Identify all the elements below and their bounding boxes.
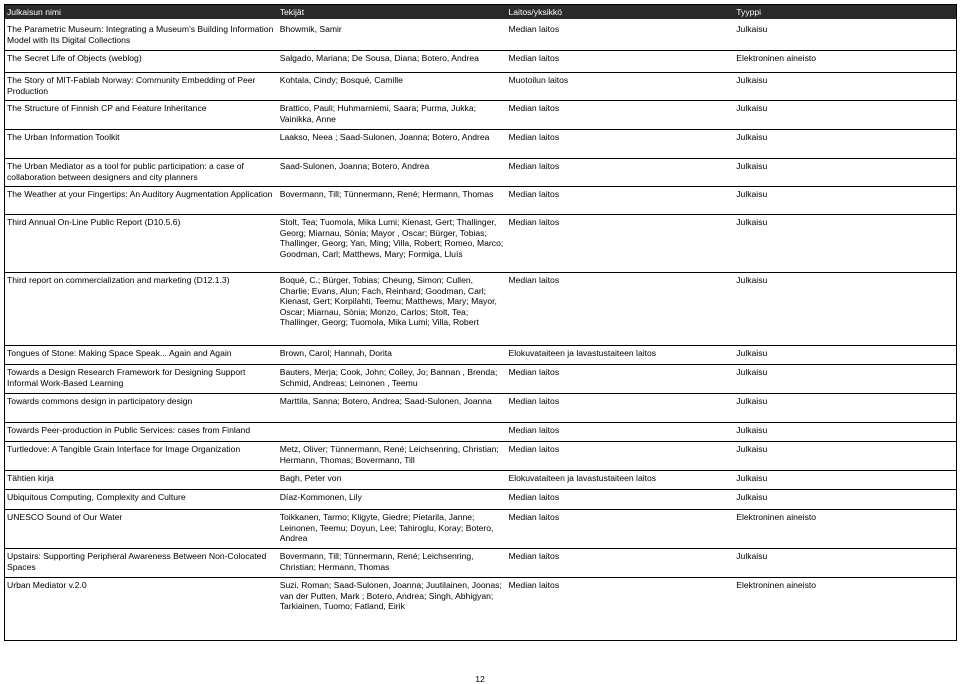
cell-title: The Parametric Museum: Integrating a Museum’s Building Information Model with Its Digital Collections [7, 24, 274, 45]
cell-authors: Laakso, Neea ; Saad-Sulonen, Joanna; Botero, Andrea [279, 132, 490, 142]
cell-title: UNESCO Sound of Our Water [7, 512, 123, 522]
cell-title: The Secret Life of Objects (weblog) [7, 53, 142, 63]
cell-authors: Bovermann, Till; Tünnermann, René; Leichsenring, Christian; Hermann, Thomas [279, 551, 474, 572]
cell-unit: Median laitos [508, 367, 560, 377]
cell-unit: Median laitos [508, 53, 560, 63]
page-number: 12 [475, 674, 485, 684]
cell-type: Julkaisu [736, 275, 768, 285]
cell-authors [278, 423, 507, 436]
cell-unit: Muotoilun laitos [508, 75, 569, 85]
cell-title: The Story of MIT-Fablab Norway: Community Embedding of Peer Production [7, 75, 256, 96]
cell-type: Elektroninen aineisto [736, 512, 817, 522]
table-row [5, 72, 956, 96]
cell-title: Tongues of Stone: Making Space Speak... Again and Again [7, 348, 232, 358]
table-row [5, 577, 956, 612]
cell-type: Julkaisu [736, 425, 768, 435]
table-row [5, 22, 956, 45]
cell-authors: Brown, Carol; Hannah, Dorita [279, 348, 392, 358]
cell-type: Julkaisu [736, 473, 768, 483]
table-row [5, 214, 956, 259]
cell-authors: Metz, Oliver; Tünnermann, René; Leichsenring, Christian; Hermann, Thomas; Bovermann, Till [279, 444, 499, 465]
publications-table [4, 4, 957, 641]
cell-title: Third Annual On-Line Public Report (D10.5.6) [7, 217, 181, 227]
cell-authors: Brattico, Pauli; Huhmarniemi, Saara; Purma, Jukka; Vainikka, Anne [279, 103, 477, 124]
cell-unit: Median laitos [508, 425, 560, 435]
cell-title: Third report on commercialization and marketing (D12.1.3) [7, 275, 230, 285]
cell-unit: Median laitos [508, 189, 560, 199]
cell-unit: Median laitos [508, 132, 560, 142]
cell-authors: Bovermann, Till; Tünnermann, René; Hermann, Thomas [279, 189, 494, 199]
header-authors: Tekijät [279, 7, 305, 17]
cell-authors: Bagh, Peter von [279, 473, 342, 483]
table-row [5, 509, 956, 544]
cell-type: Julkaisu [736, 75, 768, 85]
cell-type: Julkaisu [736, 132, 768, 142]
cell-unit: Median laitos [508, 580, 560, 590]
table-row [5, 186, 956, 200]
cell-authors: Suzi, Roman; Saad-Sulonen, Joanna; Juutilainen, Joonas; van der Putten, Mark ; Botero, Andrea; Singh, Abhigyan; Tarkiainen, Tuomo; Fatland, Eirik [279, 580, 502, 612]
cell-title: Turtledove: A Tangible Grain Interface for Image Organization [7, 444, 241, 454]
table-row [5, 364, 956, 388]
cell-type: Julkaisu [736, 103, 768, 113]
cell-unit: Median laitos [508, 444, 560, 454]
table-header [5, 5, 956, 19]
cell-title: Towards a Design Research Framework for Designing Support Informal Work-Based Learning [7, 367, 246, 388]
table-row [5, 441, 956, 465]
header-unit: Laitos/yksikkö [508, 7, 562, 17]
cell-unit: Median laitos [508, 396, 560, 406]
cell-type: Elektroninen aineisto [736, 580, 817, 590]
cell-unit: Median laitos [508, 551, 560, 561]
header-title: Julkaisun nimi [7, 7, 61, 17]
cell-type: Elektroninen aineisto [736, 53, 817, 63]
cell-authors: Marttila, Sanna; Botero, Andrea; Saad-Sulonen, Joanna [279, 396, 492, 406]
cell-title: The Weather at your Fingertips: An Auditory Augmentation Application [7, 189, 273, 199]
cell-title: Upstairs: Supporting Peripheral Awareness Between Non-Colocated Spaces [7, 551, 267, 572]
cell-title: The Urban Mediator as a tool for public participation: a case of collaboration between designers and city planners [7, 161, 244, 182]
cell-unit: Median laitos [508, 512, 560, 522]
cell-title: The Urban Information Toolkit [7, 132, 120, 142]
table-row [5, 129, 956, 143]
cell-type: Julkaisu [736, 217, 768, 227]
table-row [5, 422, 956, 436]
cell-type: Julkaisu [736, 348, 768, 358]
cell-authors: Salgado, Mariana; De Sousa, Diana; Botero, Andrea [279, 53, 479, 63]
cell-type: Julkaisu [736, 551, 768, 561]
cell-type: Julkaisu [736, 492, 768, 502]
cell-unit: Median laitos [508, 217, 560, 227]
table-row [5, 345, 956, 359]
table-row [5, 100, 956, 124]
cell-type: Julkaisu [736, 444, 768, 454]
cell-title: Ubiquitous Computing, Complexity and Culture [7, 492, 186, 502]
cell-type: Julkaisu [736, 24, 768, 34]
cell-unit: Median laitos [508, 24, 560, 34]
cell-title: Tähtien kirja [7, 473, 54, 483]
cell-unit: Median laitos [508, 492, 560, 502]
cell-authors: Kohtala, Cindy; Bosqué, Camille [279, 75, 403, 85]
cell-type: Julkaisu [736, 396, 768, 406]
cell-authors: Díaz-Kommonen, Lily [279, 492, 362, 502]
cell-type: Julkaisu [736, 367, 768, 377]
cell-unit: Median laitos [508, 103, 560, 113]
cell-authors: Bauters, Merja; Cook, John; Colley, Jo; Bannan , Brenda; Schmid, Andreas; Leinonen , Teemu [279, 367, 498, 388]
cell-unit: Median laitos [508, 275, 560, 285]
cell-type: Julkaisu [736, 189, 768, 199]
table-row [5, 272, 956, 328]
table-row [5, 158, 956, 182]
cell-title: Towards commons design in participatory design [7, 396, 193, 406]
cell-unit: Elokuvataiteen ja lavastustaiteen laitos [508, 348, 657, 358]
cell-authors: Toikkanen, Tarmo; Kligyte, Giedre; Pietarila, Janne; Leinonen, Teemu; Doyun, Lee; Tahiroglu, Koray; Botero, Andrea [279, 512, 494, 544]
header-type: Tyyppi [736, 7, 762, 17]
table-row [5, 393, 956, 407]
table-row [5, 548, 956, 572]
table-row [5, 50, 956, 64]
cell-title: Urban Mediator v.2.0 [7, 580, 87, 590]
table-row [5, 489, 956, 503]
cell-unit: Elokuvataiteen ja lavastustaiteen laitos [508, 473, 657, 483]
cell-type: Julkaisu [736, 161, 768, 171]
table-row [5, 470, 956, 484]
cell-title: The Structure of Finnish CP and Feature Inheritance [7, 103, 207, 113]
cell-authors: Stolt, Tea; Tuomola, Mika Lumi; Kienast, Gert; Thallinger, Georg; Miarnau, Sònia; Mayor , Oscar; Bürger, Tobias; Thallinger, Georg; Yan, Ming; Villa, Robert; Romeo, Marco; Goodman, Carl; Matthews, Mary; Formiga, Lluís [279, 217, 504, 259]
cell-title: Towards Peer-production in Public Services: cases from Finland [7, 425, 251, 435]
cell-authors: Bhowmik, Samir [279, 24, 342, 34]
cell-unit: Median laitos [508, 161, 560, 171]
cell-authors: Saad-Sulonen, Joanna; Botero, Andrea [279, 161, 430, 171]
cell-authors: Boqué, C.; Bürger, Tobias; Cheung, Simon; Cullen, Charlie; Evans, Alun; Fach, Reinhard; Goodman, Carl; Kienast, Gert; Korpilahti, Teemu; Matthews, Mary; Mayor, Oscar; Miarnau, Sònia; Monzo, Carlos; Stolt, Tea; Thallinger, Georg; Tuomola, Mika Lumi; Villa, Robert [279, 275, 497, 328]
